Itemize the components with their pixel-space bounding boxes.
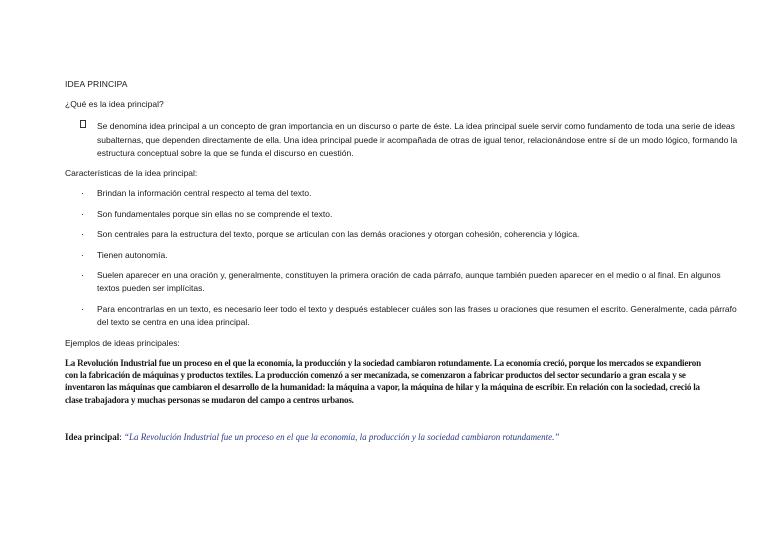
list-item-text: Tienen autonomía. <box>97 249 168 260</box>
bullet-icon: · <box>81 208 84 219</box>
main-idea-quote: “La Revolución Industrial fue un proceso en el que la economía, la producción y la sociedad cambiaron rotundamente.” <box>124 432 560 442</box>
square-bullet-icon <box>80 120 86 128</box>
list-item <box>80 208 740 221</box>
document-heading: IDEA PRINCIPA <box>65 79 128 89</box>
bullet-icon: · <box>81 303 84 314</box>
list-item <box>80 303 740 329</box>
list-item <box>80 269 740 295</box>
list-item-text: Son centrales para la estructura del texto, porque se articulan con las demás oraciones y otorgan cohesión, coherencia y lógica. <box>97 229 580 239</box>
definition-text: Se denomina idea principal a un concepto de gran importancia en un discurso o parte de éste. La idea principal suele servir como fundamento de toda una serie de ideas subalternas, que dependen directamente de ella. Una idea principal puede ir acompañada de otras de igual tenor, relacionándose entre sí de un modo lógico, formando la estructura conceptual sobre la que se funda el discurso en cuestión. <box>97 121 738 158</box>
examples-title: Ejemplos de ideas principales: <box>65 338 180 348</box>
characteristics-title: Características de la idea principal: <box>65 168 198 178</box>
bullet-icon: · <box>81 188 84 198</box>
list-item <box>80 187 740 200</box>
list-item-text: Brindan la información central respecto al tema del texto. <box>97 188 312 198</box>
characteristics-list <box>80 187 740 336</box>
main-idea-separator: : <box>119 432 122 442</box>
list-item-text: Suelen aparecer en una oración y, generalmente, constituyen la primera oración de cada párrafo, aunque también pueden aparecer en el medio o al final. En algunos textos pueden ser implícitas. <box>97 270 721 293</box>
question-heading: ¿Qué es la idea principal? <box>65 99 164 109</box>
definition-block <box>80 120 740 161</box>
list-item-text: Son fundamentales porque sin ellas no se comprende el texto. <box>97 208 333 219</box>
bullet-icon: · <box>81 229 84 239</box>
example-paragraph: La Revolución Industrial fue un proceso en el que la economía, la producción y la sociedad cambiaron rotundamente. La economía creció, porque los mercados se expandieron con la fabricación de máquinas y productos textiles. La producción comenzó a ser mecanizada, se comenzaron a fabricar productos del sector secundario a gran escala y se inventaron las máquinas que cambiaron el desarrollo de la humanidad: la máquina a vapor, la máquina de hilar y la máquina de escribir. En relación con la sociedad, creció la clase trabajadora y muchas personas se mudaron del campo a centros urbanos. <box>65 358 701 405</box>
list-item-text: Para encontrarlas en un texto, es necesario leer todo el texto y después establecer cuáles son las frases u oraciones que resumen el escrito. Generalmente, cada párrafo del texto se centra en una idea principal. <box>97 303 737 327</box>
main-idea-line <box>65 432 715 442</box>
list-item <box>80 228 740 241</box>
main-idea-label: Idea principal <box>65 432 120 442</box>
bullet-icon: · <box>81 270 84 280</box>
list-item <box>80 249 740 262</box>
bullet-icon: · <box>81 249 84 260</box>
